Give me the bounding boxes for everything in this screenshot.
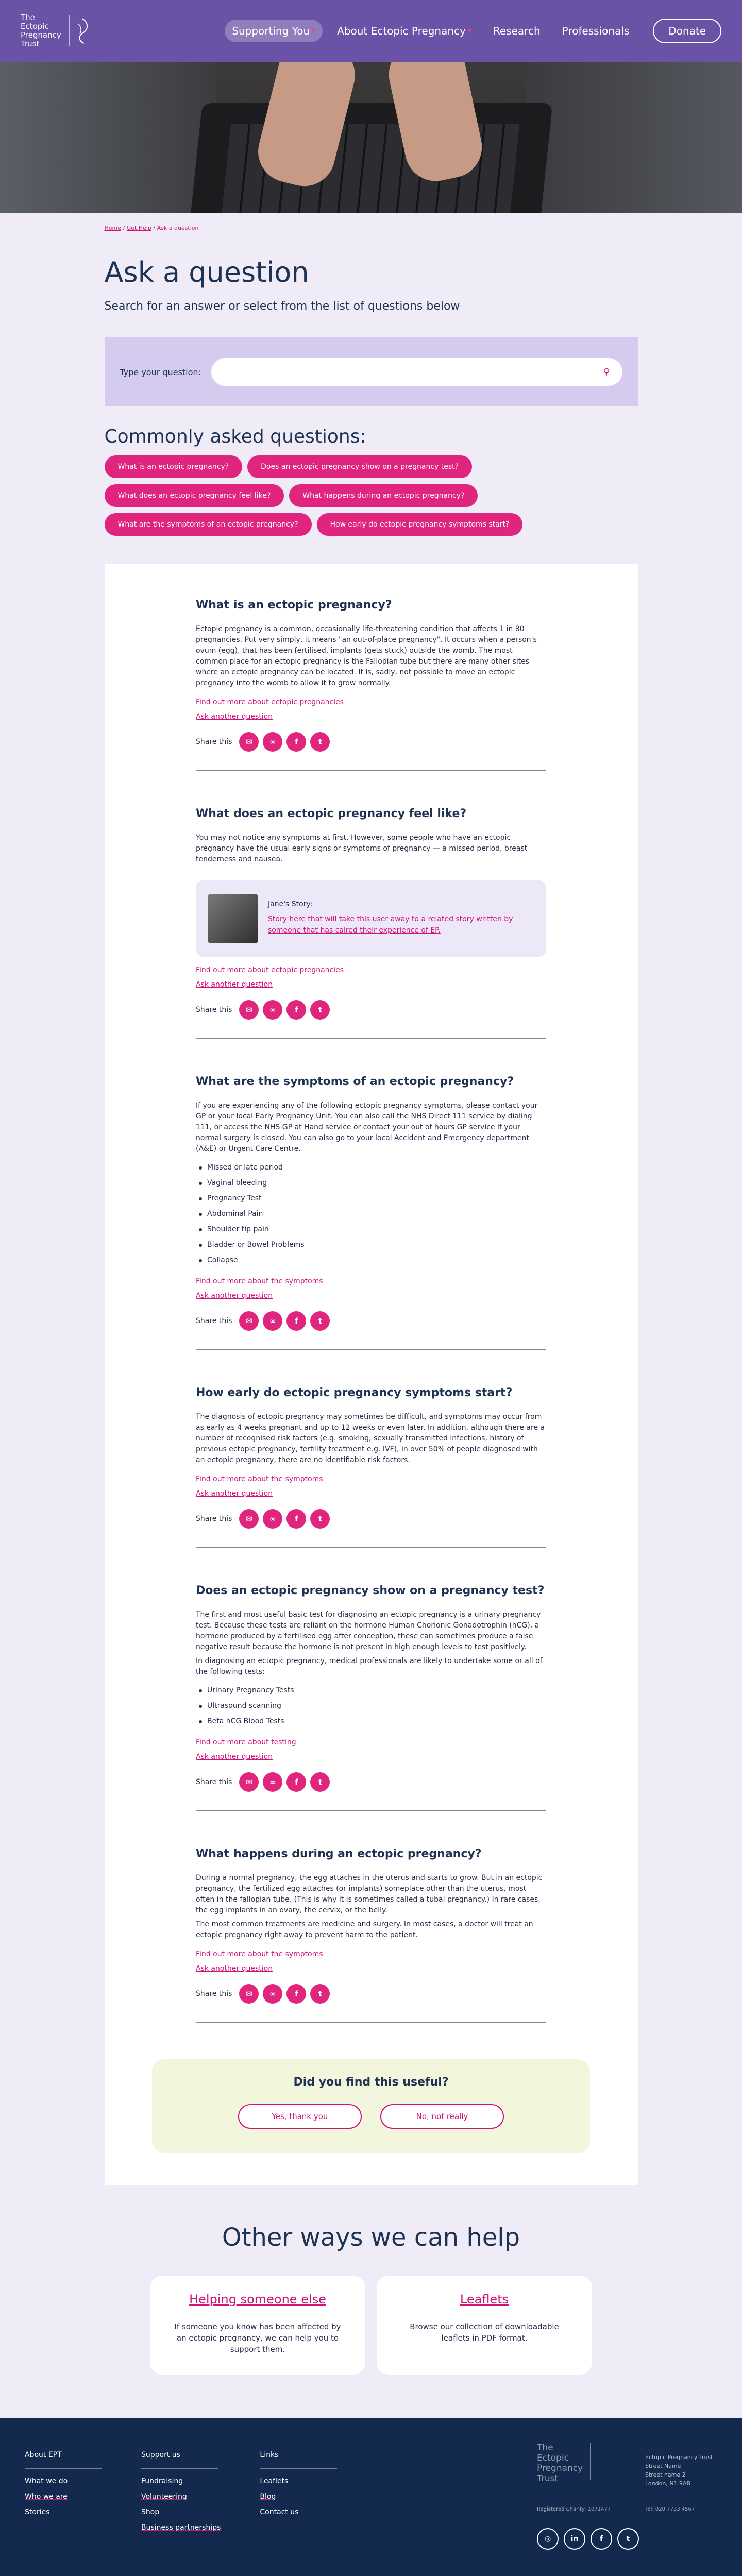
faq-title: What is an ectopic pregnancy? bbox=[196, 599, 392, 612]
test-list bbox=[196, 1683, 546, 1729]
footer-link[interactable]: Who we are bbox=[25, 2493, 68, 2501]
share-bar bbox=[196, 1000, 546, 1020]
common-questions-heading: Commonly asked questions: bbox=[104, 426, 366, 447]
find-out-more-link[interactable]: Find out more about ectopic pregnancies bbox=[196, 966, 344, 974]
email-share-icon[interactable]: ✉ bbox=[239, 1000, 259, 1020]
question-pills bbox=[105, 455, 638, 536]
share-bar bbox=[196, 1311, 546, 1331]
pill-feel-like[interactable]: What does an ectopic pregnancy feel like? bbox=[105, 484, 284, 507]
faq-text: During a normal pregnancy, the egg attaches in the uterus and starts to grow. But in an ectopic pregnancy, the fertilized egg attaches (or implants) someplace other than the uterus, most often in the fallopian tube. (This is why it is sometimes called a tubal pregnancy.) In rare cases, the egg implants in an ovary, the cervix, or the belly. bbox=[196, 1874, 543, 1914]
breadcrumb-current: Ask a question bbox=[157, 225, 199, 231]
footer-logo[interactable] bbox=[537, 2443, 616, 2484]
page-title: Ask a question bbox=[104, 256, 309, 289]
footer-heading: Support us bbox=[141, 2451, 180, 2459]
footer-link[interactable]: Leaflets bbox=[260, 2477, 289, 2485]
page-subtitle: Search for an answer or select from the list of questions below bbox=[104, 300, 460, 313]
footer-heading: Links bbox=[260, 2451, 279, 2459]
list-item: Urinary Pregnancy Tests bbox=[196, 1683, 546, 1698]
email-share-icon[interactable]: ✉ bbox=[239, 1311, 259, 1331]
share-bar bbox=[196, 732, 546, 752]
story-image bbox=[208, 894, 258, 943]
logo-text: The Ectopic Pregnancy Trust bbox=[21, 13, 61, 48]
pill-what-happens[interactable]: What happens during an ectopic pregnancy? bbox=[289, 484, 478, 507]
instagram-icon[interactable]: ◎ bbox=[537, 2528, 559, 2550]
find-out-more-link[interactable]: Find out more about the symptoms bbox=[196, 1950, 323, 1958]
twitter-share-icon[interactable]: t bbox=[310, 1772, 330, 1792]
hero-image bbox=[0, 62, 742, 213]
twitter-share-icon[interactable]: t bbox=[310, 1311, 330, 1331]
list-item: Shoulder tip pain bbox=[196, 1222, 546, 1237]
find-out-more-link[interactable]: Find out more about testing bbox=[196, 1738, 296, 1747]
link-share-icon[interactable]: ∞ bbox=[263, 1000, 282, 1020]
email-share-icon[interactable]: ✉ bbox=[239, 1772, 259, 1792]
share-label: Share this bbox=[196, 1317, 232, 1325]
faq-text: The first and most useful basic test for diagnosing an ectopic pregnancy is a urinary pregnancy test. Because these tests are reliant on the hormone Human Chorionic Gonadotrophin (hCG), a hormone produced by a fertilised egg after conception, these can sometimes produce a false negative result because the hormone is not present in high enough levels to test positively. bbox=[196, 1611, 541, 1651]
list-item: Abdominal Pain bbox=[196, 1206, 546, 1222]
email-share-icon[interactable]: ✉ bbox=[239, 1509, 259, 1529]
link-share-icon[interactable]: ∞ bbox=[263, 732, 282, 752]
helping-someone-card[interactable] bbox=[150, 2276, 365, 2375]
faq-item bbox=[196, 1848, 546, 2023]
list-item: Vaginal bleeding bbox=[196, 1175, 546, 1191]
story-callout bbox=[196, 880, 546, 957]
pill-symptoms[interactable]: What are the symptoms of an ectopic pregnancy? bbox=[105, 513, 312, 536]
faq-text: You may not notice any symptoms at first. However, some people who have an ectopic pregnancy have the usual early signs or symptoms of pregnancy — a missed period, breast tenderness and nausea. bbox=[196, 834, 528, 863]
other-ways-heading: Other ways we can help bbox=[222, 2223, 520, 2252]
ask-another-question-link[interactable]: Ask another question bbox=[196, 1753, 273, 1761]
faq-title: What happens during an ectopic pregnancy? bbox=[196, 1848, 482, 1860]
footer-col-about bbox=[25, 2451, 102, 2539]
link-share-icon[interactable]: ∞ bbox=[263, 1509, 282, 1529]
story-link[interactable]: Story here that will take this user away to a related story written by someone that has calred their experience of EP. bbox=[268, 915, 513, 935]
site-logo[interactable] bbox=[21, 13, 91, 48]
faq-title: What does an ectopic pregnancy feel like? bbox=[196, 807, 467, 820]
linkedin-icon[interactable]: in bbox=[564, 2528, 585, 2550]
feedback-title: Did you find this useful? bbox=[293, 2076, 449, 2089]
faq-item bbox=[196, 599, 546, 771]
answers-card bbox=[105, 564, 638, 2185]
twitter-share-icon[interactable]: t bbox=[310, 732, 330, 752]
pill-pregnancy-test[interactable]: Does an ectopic pregnancy show on a pregnancy test? bbox=[247, 455, 472, 478]
logo-mark-icon bbox=[69, 15, 91, 46]
list-item: Collapse bbox=[196, 1252, 546, 1268]
footer-logo-text: The Ectopic Pregnancy Trust bbox=[537, 2443, 583, 2484]
twitter-share-icon[interactable]: t bbox=[310, 1984, 330, 2004]
faq-title: What are the symptoms of an ectopic pregnancy? bbox=[196, 1075, 514, 1088]
share-bar bbox=[196, 1509, 546, 1529]
footer-address: Ectopic Pregnancy Trust Street Name Street name 2 London, N1 9AB bbox=[645, 2454, 713, 2487]
share-label: Share this bbox=[196, 1515, 232, 1523]
main-nav bbox=[225, 19, 721, 43]
card-title[interactable]: Leaflets bbox=[460, 2292, 509, 2307]
footer-heading: About EPT bbox=[25, 2451, 62, 2459]
pill-how-early[interactable]: How early do ectopic pregnancy symptoms start? bbox=[317, 513, 523, 536]
link-share-icon[interactable]: ∞ bbox=[263, 1984, 282, 2004]
list-item: Ultrasound scanning bbox=[196, 1698, 546, 1714]
footer-link[interactable]: Stories bbox=[25, 2508, 50, 2516]
share-label: Share this bbox=[196, 1006, 232, 1014]
breadcrumb-get-help[interactable]: Get Help bbox=[126, 225, 151, 231]
share-label: Share this bbox=[196, 1990, 232, 1998]
faq-text: Ectopic pregnancy is a common, occasionally life-threatening condition that affects 1 in 80 pregnancies. Put very simply, it means "an out-of-place pregnancy". It occurs when a person's ovum (egg), that has been fertilised, implants (gets stuck) outside the womb. The most common place for an ectopic pregnancy is the Fallopian tube but there are many other sites where an ectopic pregnancy can be located. It is, sadly, not possible to move an ectopic pregnancy into the womb to allow it to grow normally. bbox=[196, 625, 537, 687]
ask-another-question-link[interactable]: Ask another question bbox=[196, 980, 273, 989]
other-ways-cards bbox=[0, 2276, 742, 2375]
footer-link[interactable]: Blog bbox=[260, 2493, 276, 2501]
email-share-icon[interactable]: ✉ bbox=[239, 732, 259, 752]
share-label: Share this bbox=[196, 1778, 232, 1786]
leaflets-card[interactable] bbox=[377, 2276, 592, 2375]
faq-item bbox=[196, 1386, 546, 1548]
footer-link[interactable]: Contact us bbox=[260, 2508, 299, 2516]
twitter-share-icon[interactable]: t bbox=[310, 1000, 330, 1020]
donate-button[interactable]: Donate bbox=[653, 19, 721, 43]
list-item: Beta hCG Blood Tests bbox=[196, 1714, 546, 1729]
link-share-icon[interactable]: ∞ bbox=[263, 1772, 282, 1792]
faq-title: How early do ectopic pregnancy symptoms start? bbox=[196, 1386, 513, 1399]
nav-professionals[interactable]: Professionals bbox=[562, 25, 630, 37]
find-out-more-link[interactable]: Find out more about the symptoms bbox=[196, 1277, 323, 1285]
search-label: Type your question: bbox=[120, 367, 201, 377]
pill-what-is[interactable]: What is an ectopic pregnancy? bbox=[105, 455, 243, 478]
footer-link[interactable]: Business partnerships bbox=[141, 2523, 221, 2532]
footer-social bbox=[537, 2528, 639, 2550]
faq-item bbox=[196, 1075, 546, 1350]
card-text: If someone you know has been affected by an ectopic pregnancy, we can help you to support them. bbox=[174, 2322, 341, 2354]
twitter-icon[interactable]: t bbox=[617, 2528, 639, 2550]
breadcrumb-home[interactable]: Home bbox=[104, 225, 121, 231]
footer-link[interactable]: Volunteering bbox=[141, 2493, 187, 2501]
facebook-share-icon[interactable]: f bbox=[286, 1311, 306, 1331]
registered-charity: Registered Charity: 1071477 bbox=[537, 2506, 611, 2512]
list-item: Bladder or Bowel Problems bbox=[196, 1237, 546, 1252]
email-share-icon[interactable]: ✉ bbox=[239, 1984, 259, 2004]
faq-item bbox=[196, 1584, 546, 1811]
nav-supporting-you[interactable]: Supporting You ▾ bbox=[225, 20, 323, 42]
faq-title: Does an ectopic pregnancy show on a pregnancy test? bbox=[196, 1584, 545, 1597]
faq-text: If you are experiencing any of the following ectopic pregnancy symptoms, please contact your GP or your local Early Pregnancy Unit. You can also call the NHS Direct 111 service by dialing 111, or access the NHS GP at Hand service or contact your out of hours GP service if your normal surgery is closed. You can also go to your local Accident and Emergency department (A&E) or Urgent Care Centre. bbox=[196, 1101, 538, 1153]
chevron-down-icon: ▾ bbox=[467, 27, 471, 35]
facebook-share-icon[interactable]: f bbox=[286, 1000, 306, 1020]
footer-col-support bbox=[141, 2451, 221, 2539]
share-bar bbox=[196, 1772, 546, 1792]
footer-link[interactable]: What we do bbox=[25, 2477, 68, 2485]
search-icon[interactable]: ⚲ bbox=[603, 367, 610, 378]
share-bar bbox=[196, 1984, 546, 2004]
nav-about-ectopic-pregnancy[interactable]: About Ectopic Pregnancy ▾ bbox=[337, 25, 471, 37]
faq-text: In diagnosing an ectopic pregnancy, medical professionals are likely to undertake some or all of the following tests: bbox=[196, 1657, 543, 1676]
faq-item bbox=[196, 807, 546, 1039]
faq-text: The most common treatments are medicine and surgery. In most cases, a doctor will treat an ectopic pregnancy right away to prevent harm to the patient. bbox=[196, 1920, 533, 1939]
find-out-more-link[interactable]: Find out more about ectopic pregnancies bbox=[196, 698, 344, 706]
chevron-down-icon: ▾ bbox=[312, 27, 316, 35]
link-share-icon[interactable]: ∞ bbox=[263, 1311, 282, 1331]
twitter-share-icon[interactable]: t bbox=[310, 1509, 330, 1529]
faq-text: The diagnosis of ectopic pregnancy may sometimes be difficult, and symptoms may occur from as early as 4 weeks pregnant and up to 12 weeks or even later. In addition, although there are a number of recognised risk factors (e.g. smoking, sexually transmitted infections, history of previous ectopic pregnancy, fertility treatment e.g. IVF), in over 50% of people diagnosed with an ectopic pregnancy, there are no identifiable risk factors. bbox=[196, 1413, 545, 1464]
ask-another-question-link[interactable]: Ask another question bbox=[196, 1964, 273, 1973]
symptom-list bbox=[196, 1160, 546, 1268]
ask-another-question-link[interactable]: Ask another question bbox=[196, 1489, 273, 1498]
facebook-share-icon[interactable]: f bbox=[286, 1772, 306, 1792]
find-out-more-link[interactable]: Find out more about the symptoms bbox=[196, 1475, 323, 1483]
footer-phone: Tel: 020 7733 4567 bbox=[645, 2506, 695, 2512]
card-text: Browse our collection of downloadable leaflets in PDF format. bbox=[410, 2322, 559, 2343]
breadcrumb: Home / Get Help / Ask a question bbox=[104, 225, 199, 231]
site-footer bbox=[0, 2418, 742, 2576]
feedback-box bbox=[152, 2059, 590, 2153]
facebook-share-icon[interactable]: f bbox=[286, 732, 306, 752]
feedback-no-button[interactable]: No, not really bbox=[380, 2104, 504, 2129]
site-header bbox=[0, 0, 742, 62]
ask-another-question-link[interactable]: Ask another question bbox=[196, 713, 273, 721]
logo-mark-icon bbox=[590, 2443, 616, 2480]
list-item: Pregnancy Test bbox=[196, 1191, 546, 1206]
feedback-yes-button[interactable]: Yes, thank you bbox=[238, 2104, 362, 2129]
footer-col-links bbox=[260, 2451, 337, 2539]
share-label: Share this bbox=[196, 738, 232, 746]
list-item: Missed or late period bbox=[196, 1160, 546, 1175]
question-input[interactable] bbox=[211, 358, 622, 386]
ask-another-question-link[interactable]: Ask another question bbox=[196, 1292, 273, 1300]
story-title: Jane's Story: bbox=[268, 900, 313, 908]
card-title[interactable]: Helping someone else bbox=[189, 2292, 326, 2307]
facebook-share-icon[interactable]: f bbox=[286, 1984, 306, 2004]
footer-link[interactable]: Fundraising bbox=[141, 2477, 183, 2485]
footer-link[interactable]: Shop bbox=[141, 2508, 160, 2516]
nav-research[interactable]: Research bbox=[493, 25, 541, 37]
facebook-share-icon[interactable]: f bbox=[286, 1509, 306, 1529]
question-search-box bbox=[105, 337, 638, 406]
facebook-icon[interactable]: f bbox=[591, 2528, 612, 2550]
